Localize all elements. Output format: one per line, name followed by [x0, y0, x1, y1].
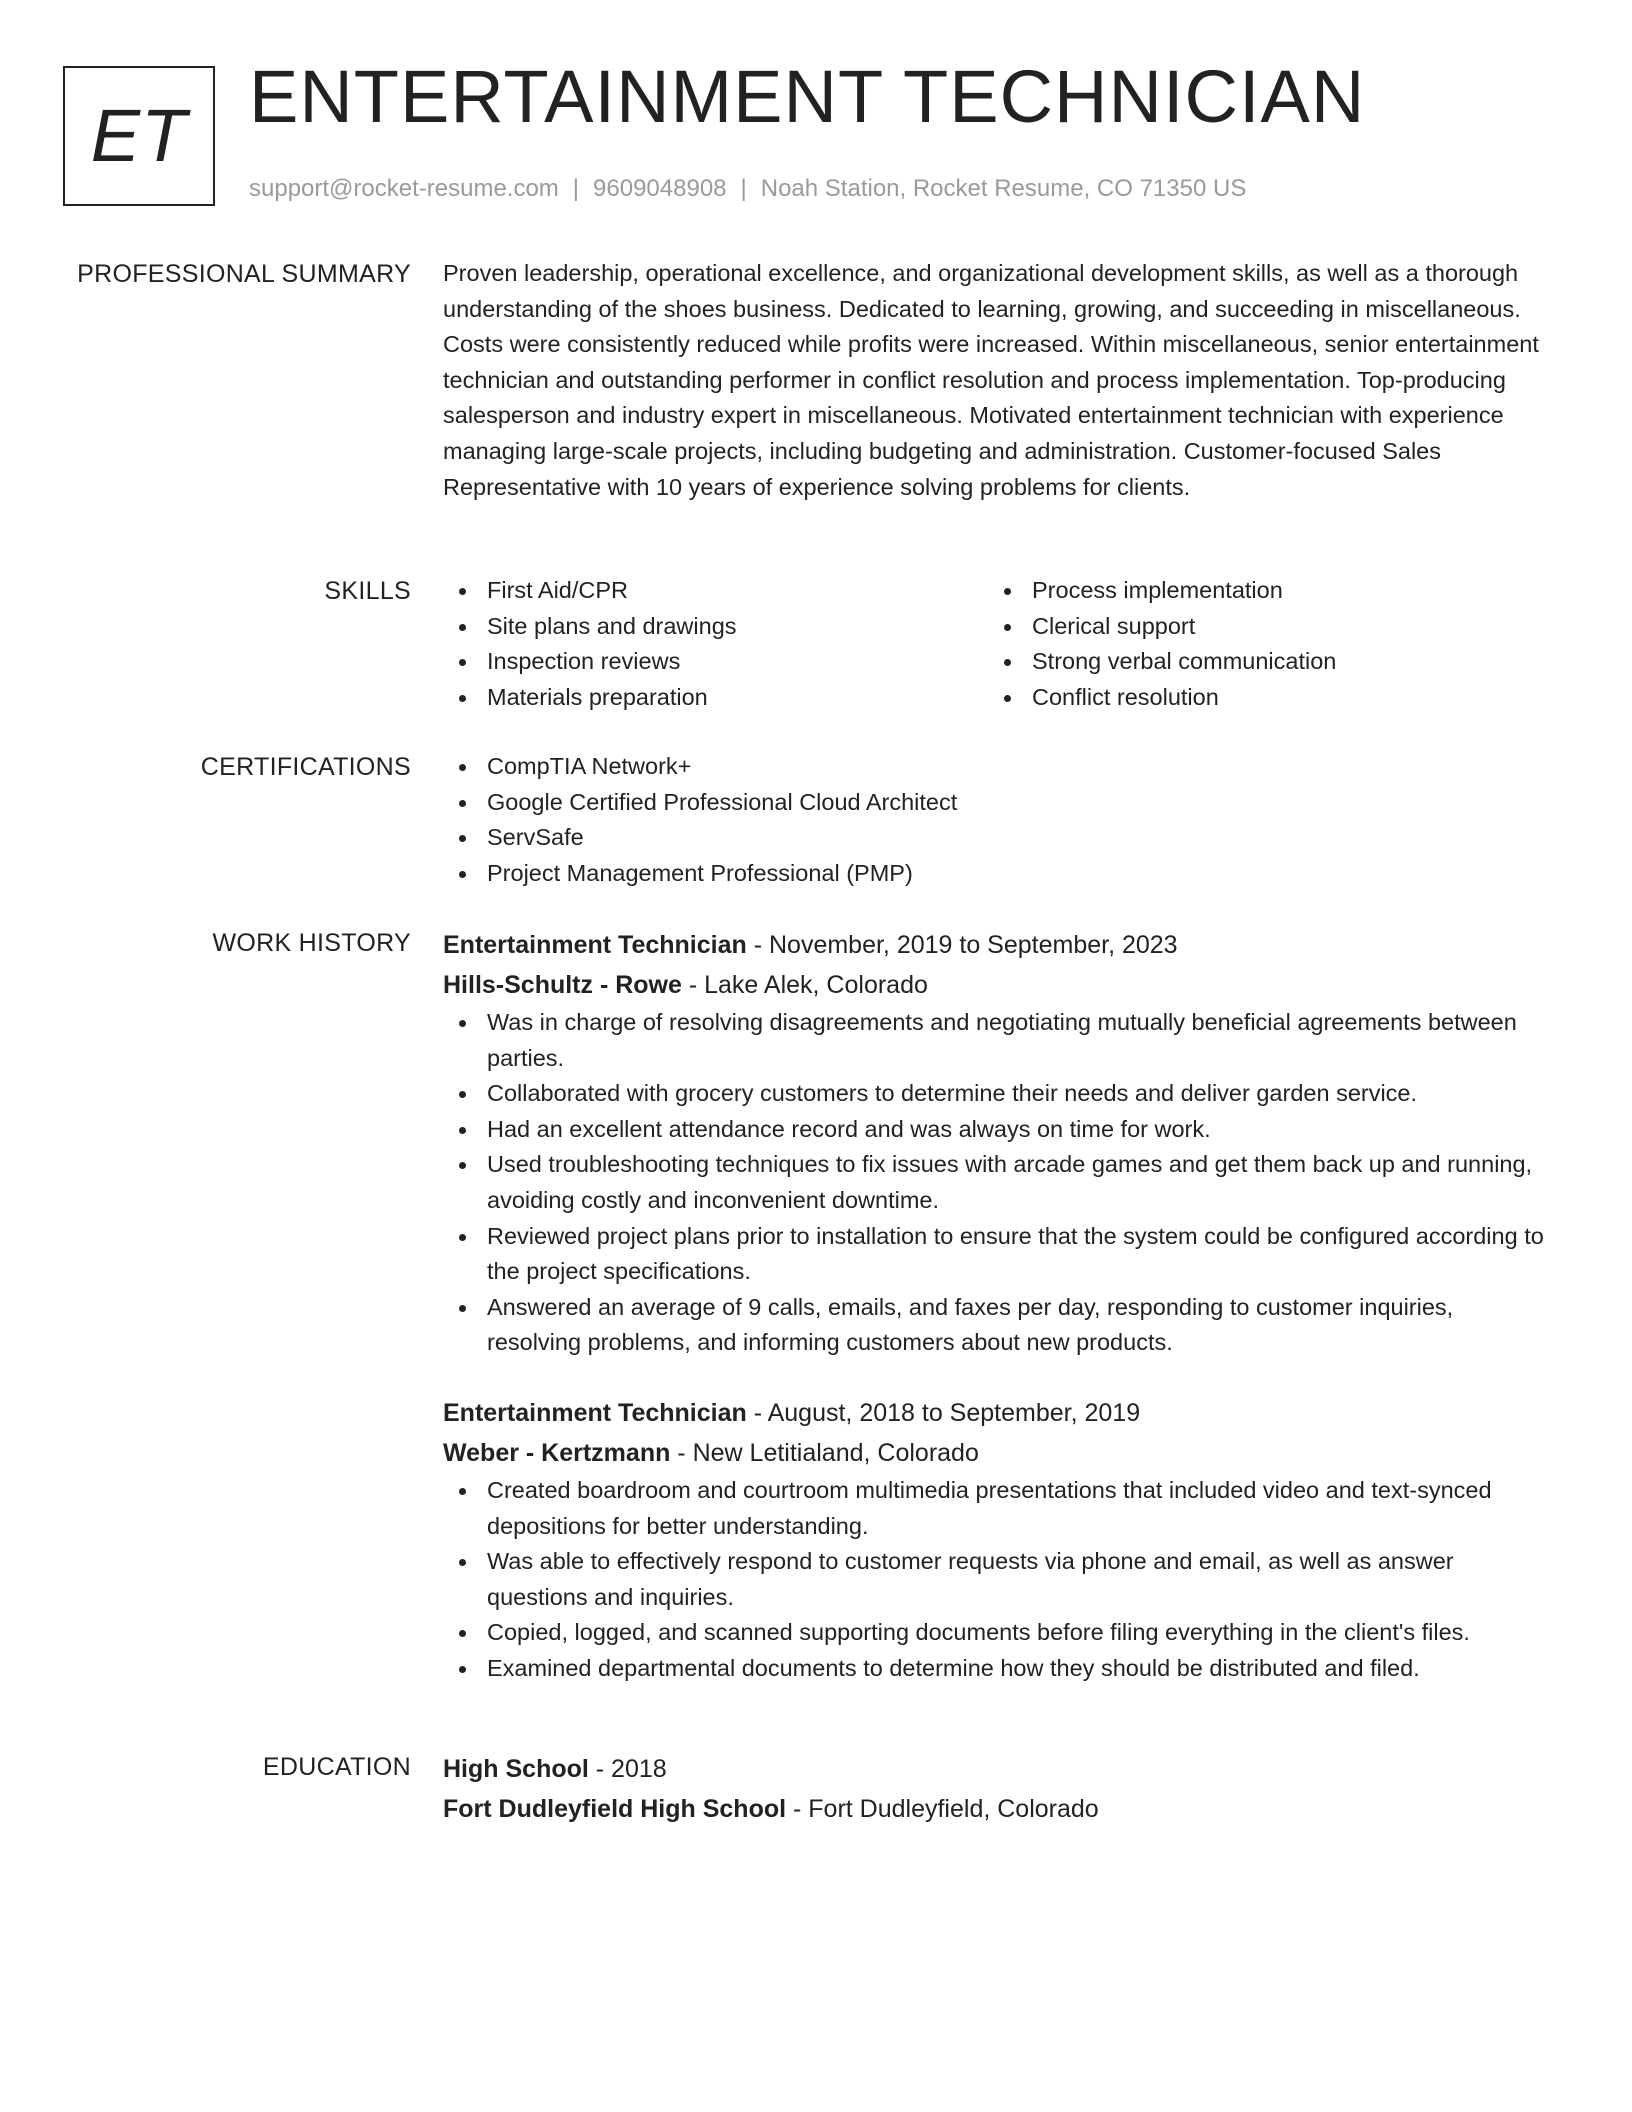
contact-separator: | [740, 175, 747, 202]
education-school: Fort Dudleyfield High School [443, 1795, 787, 1823]
job-duty-item: Answered an average of 9 calls, emails, and faxes per day, responding to customer inquiries, resolving problems, and informing customers about new products. [443, 1290, 1553, 1361]
education-heading: EDUCATION [262, 1753, 411, 1781]
education-body [443, 1749, 1553, 1829]
job-duty-item: Copied, logged, and scanned supporting documents before filing everything in the client's files. [443, 1615, 1553, 1651]
job-location: - New Letitialand, Colorado [670, 1438, 979, 1467]
certification-item: Google Certified Professional Cloud Architect [443, 785, 1553, 821]
job-title-line [443, 925, 1553, 965]
skill-item: Conflict resolution [988, 680, 1533, 716]
summary-heading: PROFESSIONAL SUMMARY [77, 260, 411, 288]
education-school-line [443, 1789, 1553, 1829]
job-duty-item: Was in charge of resolving disagreements and negotiating mutually beneficial agreements between parties. [443, 1005, 1553, 1076]
skill-item: Strong verbal communication [988, 644, 1533, 680]
job-title-line [443, 1393, 1553, 1433]
job-duties-list [443, 1005, 1553, 1361]
monogram-initials: ET [90, 94, 188, 177]
certification-item: CompTIA Network+ [443, 749, 1553, 785]
skill-item: Inspection reviews [443, 644, 988, 680]
contact-separator: | [572, 175, 580, 202]
skill-item: Site plans and drawings [443, 609, 988, 645]
contact-email: support@rocket-resume.com [249, 175, 559, 202]
summary-text: Proven leadership, operational excellence, and organizational development skills, as well as a thorough understanding of the shoes business. Dedicated to learning, growing, and succeeding in miscellaneous. Costs were consistently reduced while profits were increased. Within miscellaneous, senior entertainment technician and outstanding performer in conflict resolution and process implementation. Top-producing salesperson and industry expert in miscellaneous. Motivated entertainment technician with experience managing large-scale projects, including budgeting and administration. Customer-focused Sales Representative with 10 years of experience solving problems for clients. [443, 260, 1539, 500]
education-degree-line [443, 1749, 1553, 1789]
skills-list-left [443, 573, 988, 715]
job-dates: - November, 2019 to September, 2023 [746, 931, 1178, 959]
education-location: - Fort Dudleyfield, Colorado [786, 1795, 1099, 1823]
job-dates: - August, 2018 to September, 2019 [746, 1398, 1141, 1427]
job-company: Hills-Schultz - Rowe [443, 971, 682, 999]
job-entry [443, 1393, 1553, 1687]
contact-line [249, 175, 1246, 204]
work-history-body [443, 925, 1553, 1687]
skill-item: Materials preparation [443, 680, 988, 716]
job-company-line [443, 1433, 1553, 1473]
job-duty-item: Created boardroom and courtroom multimedia presentations that included video and text-synced depositions for better understanding. [443, 1473, 1553, 1544]
skills-heading: SKILLS [324, 577, 411, 605]
job-duty-item: Collaborated with grocery customers to determine their needs and deliver garden service. [443, 1076, 1553, 1112]
certifications-body [443, 749, 1553, 891]
job-duty-item: Reviewed project plans prior to installation to ensure that the system could be configured according to the project specifications. [443, 1219, 1553, 1290]
job-location: - Lake Alek, Colorado [681, 971, 928, 999]
job-title: Entertainment Technician [443, 1398, 747, 1427]
job-company: Weber - Kertzmann [443, 1438, 671, 1467]
certification-item: Project Management Professional (PMP) [443, 856, 1553, 892]
certifications-heading: CERTIFICATIONS [200, 753, 411, 781]
certifications-list [443, 749, 1553, 891]
contact-phone: 9609048908 [593, 175, 727, 202]
skill-item: Process implementation [988, 573, 1533, 609]
monogram-badge [63, 66, 215, 206]
job-duty-item: Examined departmental documents to determine how they should be distributed and filed. [443, 1651, 1553, 1687]
skill-item: First Aid/CPR [443, 573, 988, 609]
skills-body [443, 573, 1553, 715]
education-degree: High School [443, 1755, 589, 1783]
job-duty-item: Was able to effectively respond to customer requests via phone and email, as well as answer questions and inquiries. [443, 1544, 1553, 1615]
education-year: - 2018 [588, 1755, 667, 1783]
job-title: Entertainment Technician [443, 931, 747, 959]
contact-address: Noah Station, Rocket Resume, CO 71350 US [760, 175, 1247, 202]
certification-item: ServSafe [443, 820, 1553, 856]
job-company-line [443, 965, 1553, 1005]
candidate-name: ENTERTAINMENT TECHNICIAN [249, 55, 1366, 138]
job-duty-item: Had an excellent attendance record and was always on time for work. [443, 1112, 1553, 1148]
skill-item: Clerical support [988, 609, 1533, 645]
summary-body [443, 256, 1553, 505]
job-duties-list [443, 1473, 1553, 1687]
work-history-heading: WORK HISTORY [212, 929, 411, 957]
job-duty-item: Used troubleshooting techniques to fix issues with arcade games and get them back up and running, avoiding costly and inconvenient downtime. [443, 1147, 1553, 1218]
job-entry [443, 925, 1553, 1361]
skills-list-right [988, 573, 1533, 715]
